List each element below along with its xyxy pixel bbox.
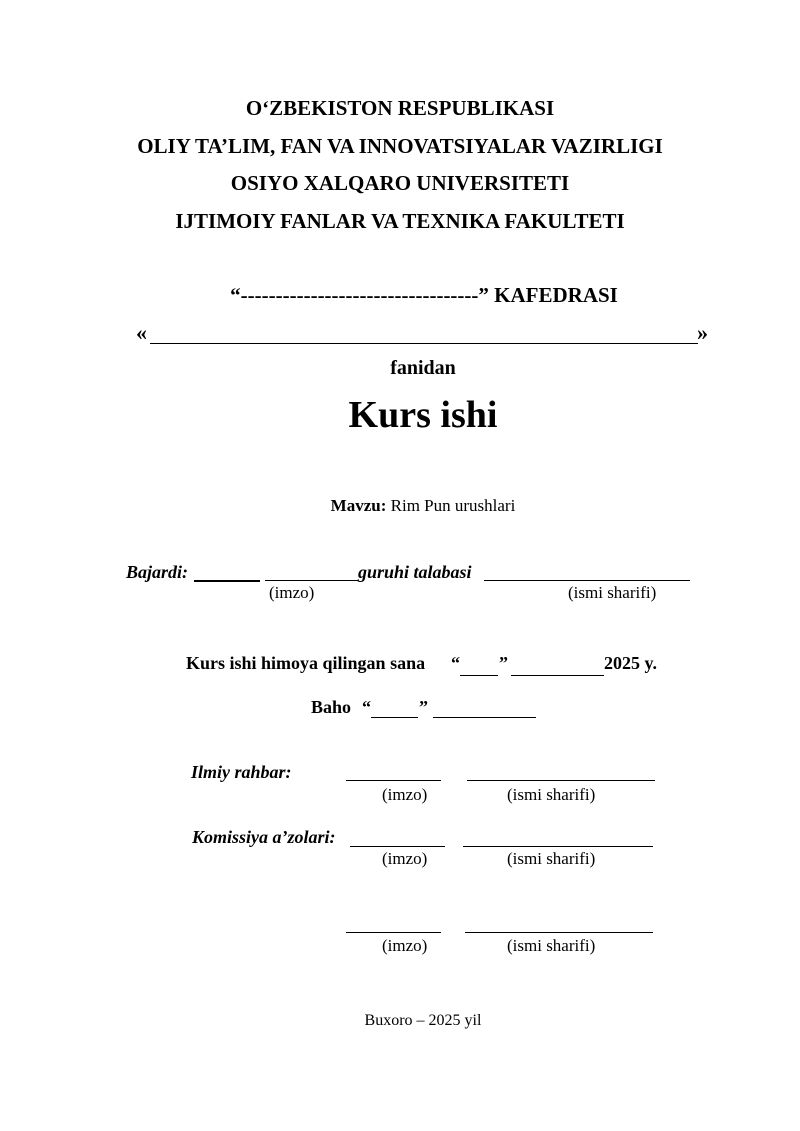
ministry-name: OLIY TA’LIM, FAN VA INNOVATSIYALAR VAZIRLIGI	[137, 134, 663, 158]
topic-value: Rim Pun urushlari	[390, 496, 516, 515]
kafedra-label: ” KAFEDRASI	[478, 283, 618, 307]
commission-imzo-caption-1: (imzo)	[382, 849, 428, 868]
bajardi-group-label: guruhi talabasi	[358, 562, 472, 582]
commission-name-line-1	[463, 846, 653, 847]
commission-name-line-2	[465, 932, 653, 933]
subject-blank-line	[150, 343, 698, 344]
commission-ismi-caption-1: (ismi sharifi)	[507, 849, 596, 868]
supervisor-name-line	[467, 780, 655, 781]
subject-open-quote: «	[136, 320, 147, 345]
commission-imzo-caption-2: (imzo)	[382, 936, 428, 955]
kafedra-line	[0, 283, 800, 308]
commission-ismi-caption-2: (ismi sharifi)	[507, 936, 596, 955]
commission-label: Komissiya a’zolari:	[192, 827, 336, 847]
supervisor-label: Ilmiy rahbar:	[191, 762, 292, 782]
bajardi-name-line	[484, 580, 690, 581]
grade-open-quote: “	[362, 697, 371, 717]
grade-close-quote: ”	[419, 697, 428, 717]
bajardi-label: Bajardi:	[126, 562, 189, 582]
ministry-country: O‘ZBEKISTON RESPUBLIKASI	[245, 96, 555, 120]
kafedra-blank: ----------------------------------	[240, 283, 479, 307]
bajardi-ismi-caption: (ismi sharifi)	[568, 583, 657, 602]
topic-label: Mavzu:	[330, 496, 387, 515]
supervisor-ismi-caption: (ismi sharifi)	[507, 785, 596, 804]
kafedra-open-quote: “	[230, 283, 241, 307]
supervisor-imzo-line	[346, 780, 441, 781]
supervisor-imzo-caption: (imzo)	[382, 785, 428, 804]
subject-close-quote: »	[697, 320, 708, 345]
subject-suffix: fanidan	[390, 357, 456, 379]
grade-blank-line	[371, 717, 418, 718]
bajardi-group-line	[265, 580, 358, 581]
defense-open-quote: “	[451, 653, 460, 673]
document-title: Kurs ishi	[348, 394, 498, 436]
bajardi-imzo-line	[194, 580, 260, 582]
defense-close-quote: ”	[499, 653, 508, 673]
topic-line	[0, 496, 800, 516]
bajardi-imzo-caption: (imzo)	[269, 583, 315, 602]
defense-month-line	[511, 675, 604, 676]
defense-label: Kurs ishi himoya qilingan sana	[186, 653, 426, 673]
university-name: OSIYO XALQARO UNIVERSITETI	[230, 171, 570, 195]
commission-imzo-line-1	[350, 846, 445, 847]
defense-year: 2025 y.	[604, 653, 658, 673]
defense-day-line	[460, 675, 498, 676]
grade-extra-line	[433, 717, 536, 718]
commission-imzo-line-2	[346, 932, 441, 933]
footer-city-year: Buxoro – 2025 yil	[364, 1012, 482, 1029]
grade-label: Baho	[311, 697, 352, 717]
faculty-name: IJTIMOIY FANLAR VA TEXNIKA FAKULTETI	[175, 209, 625, 233]
